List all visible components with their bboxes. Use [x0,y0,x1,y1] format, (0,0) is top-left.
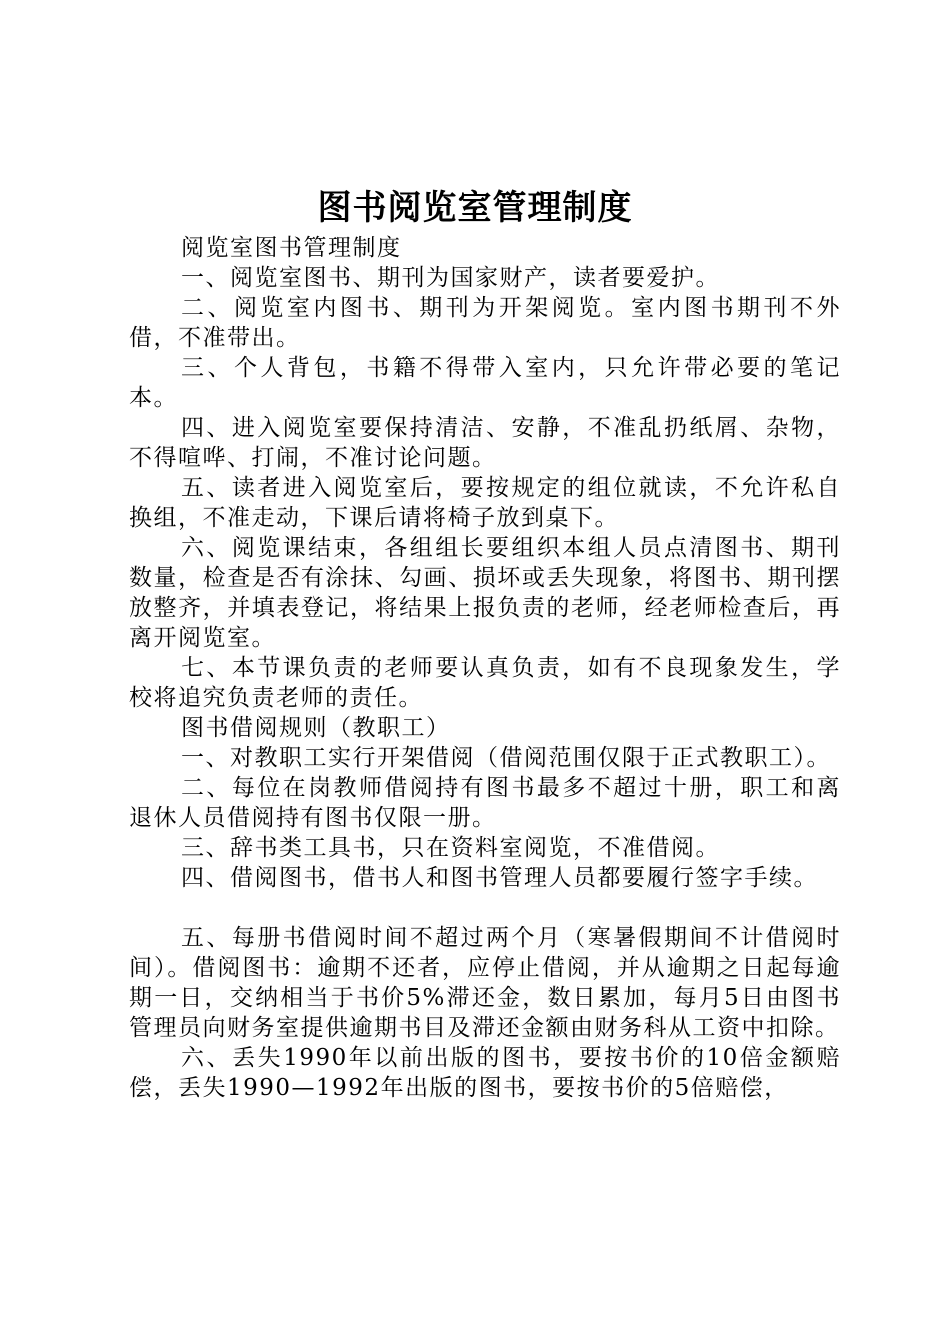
rule-paragraph: 五、每册书借阅时间不超过两个月（寒暑假期间不计借阅时间）。借阅图书：逾期不还者，应停止借阅，并从逾期之日起每逾期一日，交纳相当于书价5%滞还金，数日累加，每月5日由图书管理员向财务室提供逾期书目及滞还金额由财务科从工资中扣除。 [129,925,841,1041]
section-heading-reading-room: 阅览室图书管理制度 [181,235,402,261]
rule-paragraph: 一、阅览室图书、期刊为国家财产，读者要爱护。 [181,265,720,291]
rule-paragraph: 六、丢失1990年以前出版的图书，要按书价的10倍金额赔偿，丢失1990—1992年出版的图书，要按书价的5倍赔偿， [129,1045,841,1101]
rule-paragraph: 三、辞书类工具书，只在资料室阅览，不准借阅。 [181,835,720,861]
document-title: 图书阅览室管理制度 [317,188,633,228]
rule-paragraph: 四、借阅图书，借书人和图书管理人员都要履行签字手续。 [181,865,818,891]
rule-paragraph: 一、对教职工实行开架借阅（借阅范围仅限于正式教职工）。 [181,745,831,771]
rule-paragraph: 六、阅览课结束，各组组长要组织本组人员点清图书、期刊数量，检查是否有涂抹、勾画、损坏或丢失现象，将图书、期刊摆放整齐，并填表登记，将结果上报负责的老师，经老师检查后，再离开阅览室。 [129,535,841,651]
rule-paragraph: 四、进入阅览室要保持清洁、安静，不准乱扔纸屑、杂物，不得喧哗、打闹，不准讨论问题。 [129,415,841,471]
rule-paragraph: 七、本节课负责的老师要认真负责，如有不良现象发生，学校将追究负责老师的责任。 [129,655,841,711]
rule-paragraph: 五、读者进入阅览室后，要按规定的组位就读，不允许私自换组，不准走动，下课后请将椅子放到桌下。 [129,475,841,531]
document-body [129,233,841,1103]
section-heading-borrowing-rules: 图书借阅规则（教职工） [181,715,451,741]
rule-paragraph: 二、每位在岗教师借阅持有图书最多不超过十册，职工和离退休人员借阅持有图书仅限一册。 [129,775,841,831]
rule-paragraph: 二、阅览室内图书、期刊为开架阅览。室内图书期刊不外借，不准带出。 [129,295,841,351]
rule-paragraph: 三、个人背包，书籍不得带入室内，只允许带必要的笔记本。 [129,355,841,411]
